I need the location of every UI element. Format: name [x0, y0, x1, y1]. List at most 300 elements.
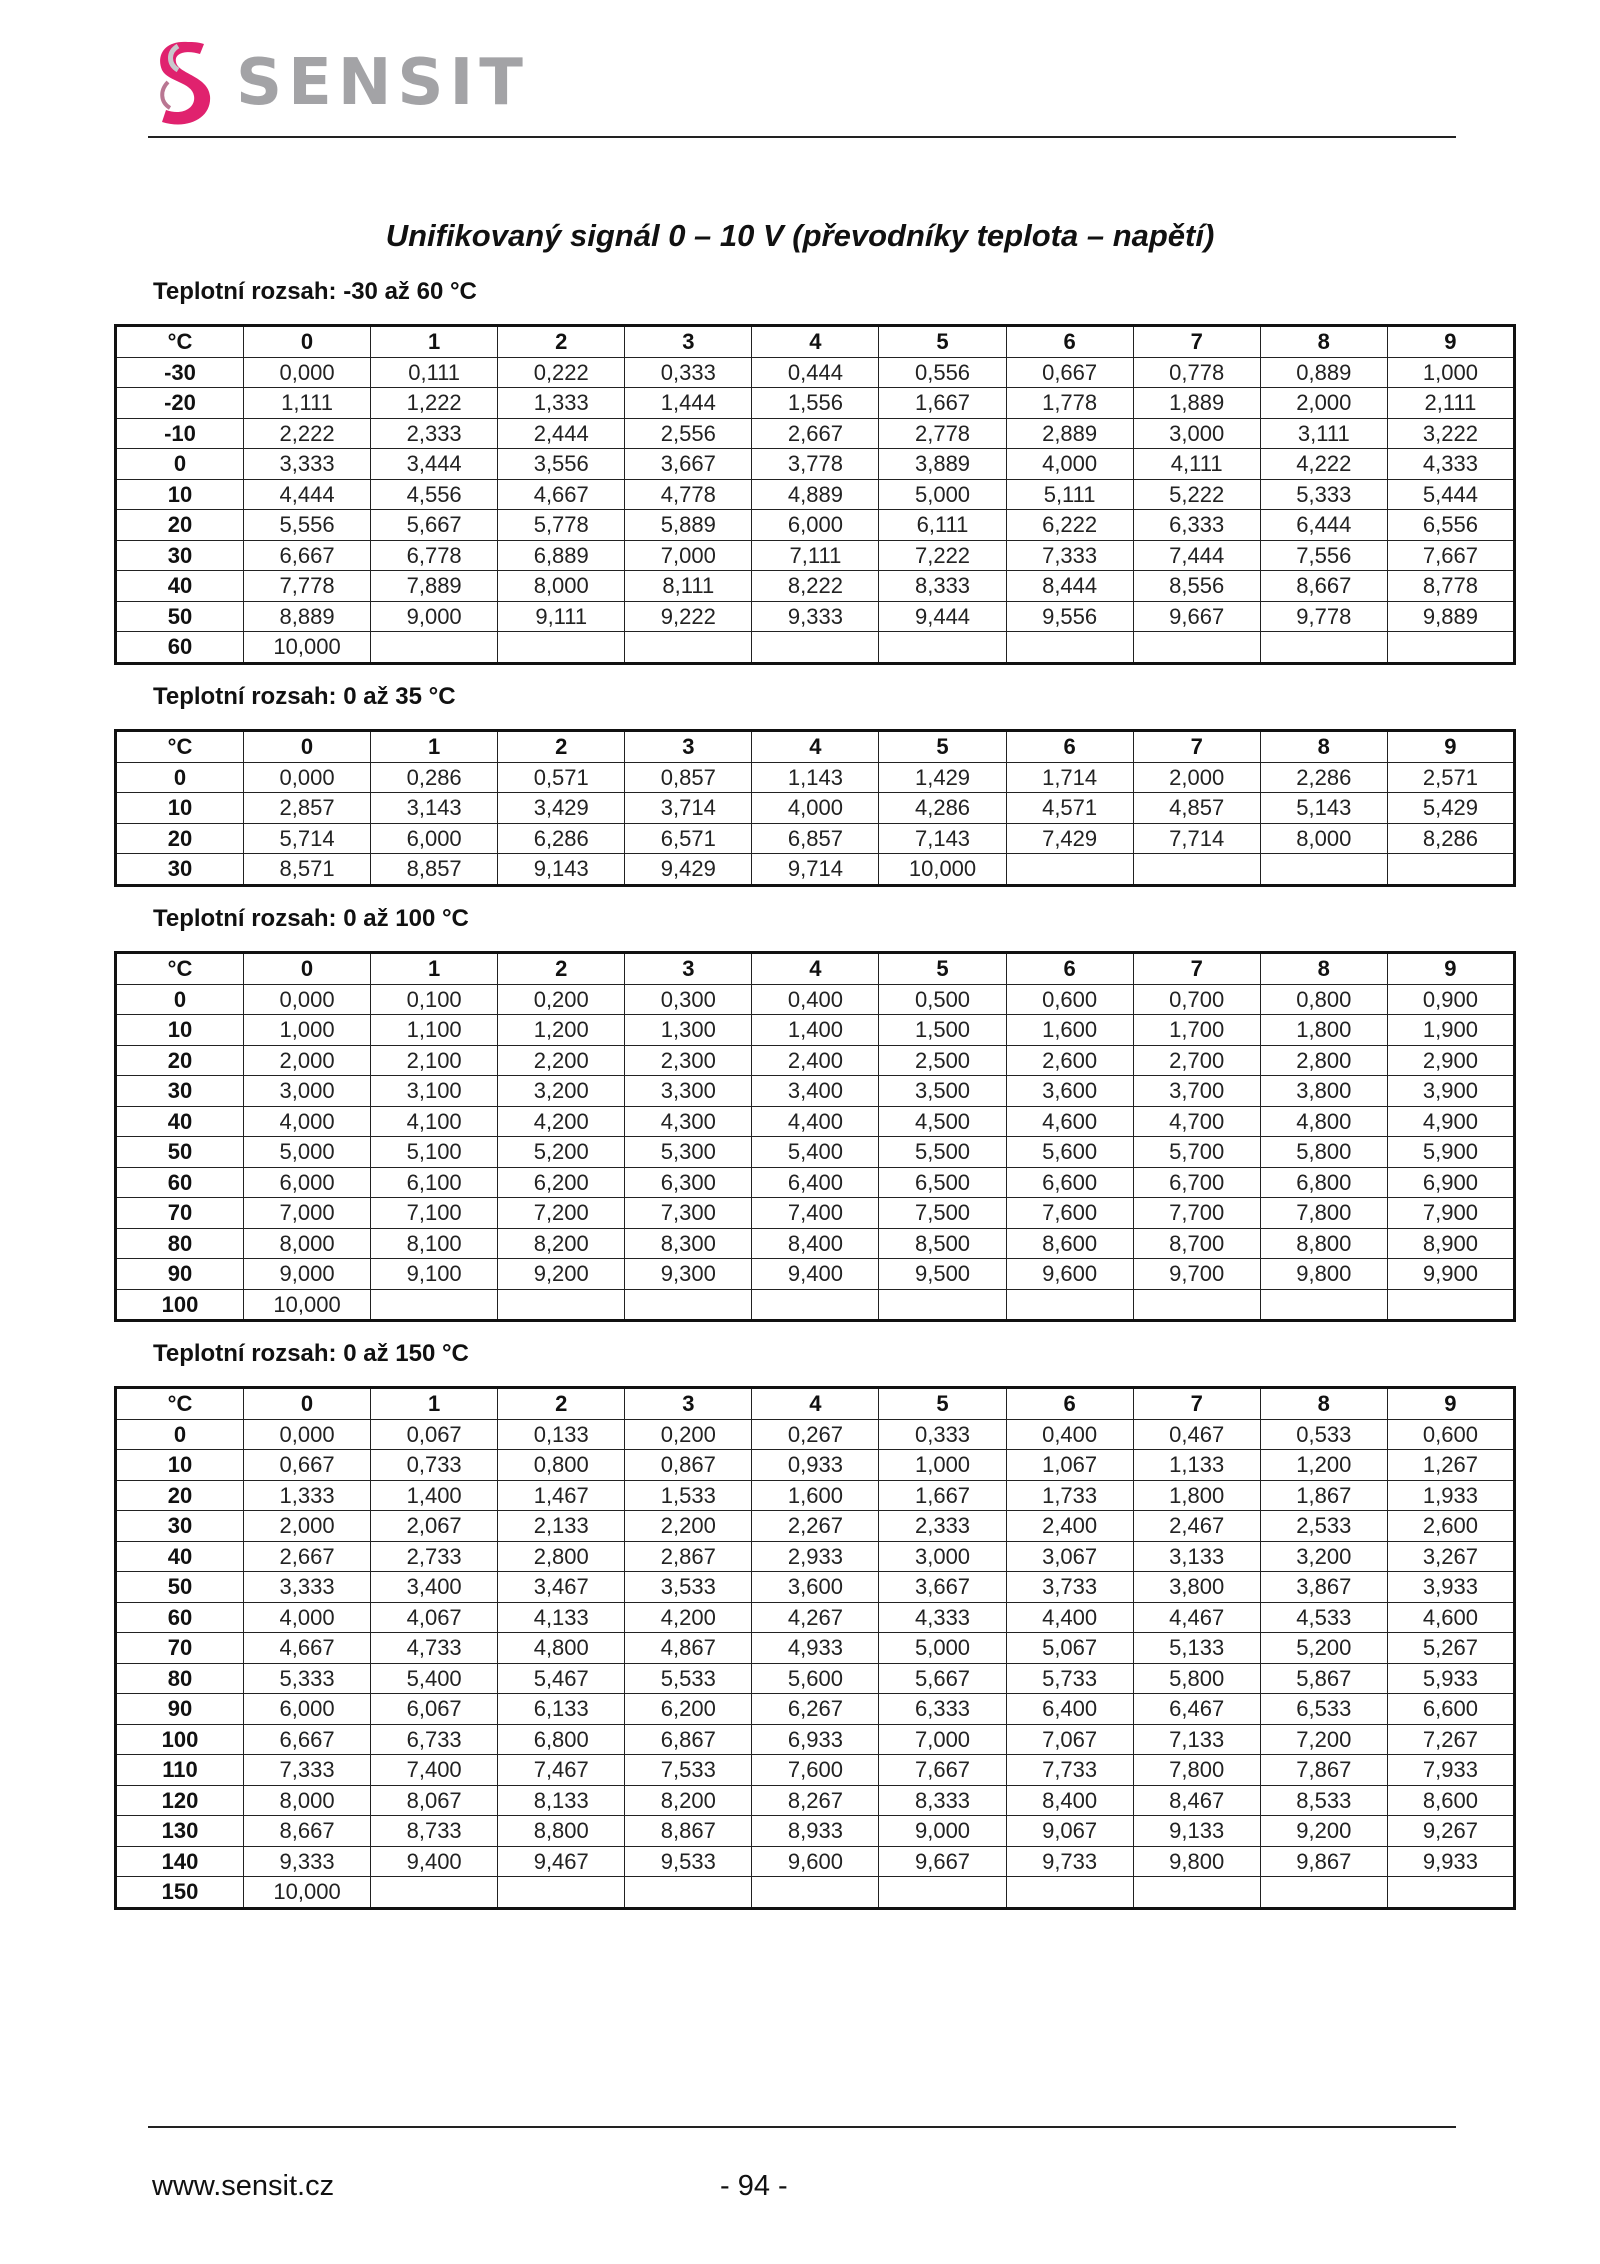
- table-cell-voltage: 9,111: [498, 601, 625, 632]
- row-header-temperature: 30: [116, 854, 244, 886]
- row-header-temperature: 30: [116, 1511, 244, 1542]
- table-row: [116, 571, 1515, 602]
- table-cell-voltage: 0,333: [625, 357, 752, 388]
- column-header: 0: [244, 1388, 371, 1420]
- table-row: [116, 1259, 1515, 1290]
- table-cell-voltage: 7,444: [1133, 540, 1260, 571]
- table-cell-voltage: 9,800: [1260, 1259, 1387, 1290]
- table-cell-voltage: 1,500: [879, 1015, 1006, 1046]
- table-header-row: [116, 953, 1515, 985]
- table-cell-voltage: 6,000: [752, 510, 879, 541]
- table-cell-voltage: 9,000: [879, 1816, 1006, 1847]
- table-cell-voltage: 4,667: [498, 479, 625, 510]
- logo-wordmark: SENSIT: [236, 46, 529, 120]
- table-cell-voltage: [879, 632, 1006, 664]
- table-cell-voltage: 3,700: [1133, 1076, 1260, 1107]
- table-cell-voltage: 10,000: [244, 1877, 371, 1909]
- table-cell-voltage: 9,444: [879, 601, 1006, 632]
- table-cell-voltage: [1006, 1877, 1133, 1909]
- table-cell-voltage: 4,800: [1260, 1106, 1387, 1137]
- row-header-temperature: 150: [116, 1877, 244, 1909]
- column-header: 5: [879, 953, 1006, 985]
- table-cell-voltage: 1,429: [879, 762, 1006, 793]
- table-cell-voltage: 6,067: [371, 1694, 498, 1725]
- column-header: 9: [1387, 953, 1514, 985]
- table-cell-voltage: 7,111: [752, 540, 879, 571]
- column-header: 6: [1006, 326, 1133, 358]
- table-cell-voltage: 5,143: [1260, 793, 1387, 824]
- table-cell-voltage: 4,444: [244, 479, 371, 510]
- table-cell-voltage: 9,600: [752, 1846, 879, 1877]
- table-cell-voltage: 9,200: [1260, 1816, 1387, 1847]
- table-cell-voltage: 1,133: [1133, 1450, 1260, 1481]
- table-cell-voltage: 1,067: [1006, 1450, 1133, 1481]
- table-cell-voltage: 2,667: [752, 418, 879, 449]
- table-row: [116, 357, 1515, 388]
- table-cell-voltage: 6,133: [498, 1694, 625, 1725]
- column-header: 1: [371, 953, 498, 985]
- table-cell-voltage: 5,429: [1387, 793, 1514, 824]
- sensit-logo-icon: [148, 38, 220, 128]
- table-cell-voltage: 8,800: [1260, 1228, 1387, 1259]
- row-header-temperature: 30: [116, 540, 244, 571]
- table-cell-voltage: 0,200: [625, 1419, 752, 1450]
- table-row: [116, 1450, 1515, 1481]
- table-cell-voltage: 7,867: [1260, 1755, 1387, 1786]
- table-cell-voltage: 0,111: [371, 357, 498, 388]
- table-cell-voltage: 1,600: [752, 1480, 879, 1511]
- table-cell-voltage: 7,300: [625, 1198, 752, 1229]
- table-cell-voltage: 6,600: [1006, 1167, 1133, 1198]
- table-cell-voltage: 0,889: [1260, 357, 1387, 388]
- row-header-temperature: -10: [116, 418, 244, 449]
- table-cell-voltage: 5,900: [1387, 1137, 1514, 1168]
- table-cell-voltage: 0,300: [625, 984, 752, 1015]
- table-cell-voltage: 8,222: [752, 571, 879, 602]
- table-cell-voltage: 2,700: [1133, 1045, 1260, 1076]
- table-cell-voltage: 3,200: [498, 1076, 625, 1107]
- row-header-temperature: 70: [116, 1633, 244, 1664]
- table-cell-voltage: 4,500: [879, 1106, 1006, 1137]
- table-cell-voltage: 1,700: [1133, 1015, 1260, 1046]
- table-cell-voltage: 2,222: [244, 418, 371, 449]
- table-cell-voltage: 4,333: [1387, 449, 1514, 480]
- table-row: [116, 1541, 1515, 1572]
- table-cell-voltage: 9,500: [879, 1259, 1006, 1290]
- row-header-temperature: 40: [116, 1541, 244, 1572]
- table-cell-voltage: [1260, 1877, 1387, 1909]
- table-cell-voltage: 6,867: [625, 1724, 752, 1755]
- table-cell-voltage: 5,933: [1387, 1663, 1514, 1694]
- conversion-table-3: [114, 951, 1516, 1322]
- table-cell-voltage: 4,000: [244, 1602, 371, 1633]
- table-cell-voltage: 1,400: [752, 1015, 879, 1046]
- table-cell-voltage: 3,867: [1260, 1572, 1387, 1603]
- table-cell-voltage: 7,267: [1387, 1724, 1514, 1755]
- table-cell-voltage: 3,267: [1387, 1541, 1514, 1572]
- table-cell-voltage: [1387, 632, 1514, 664]
- table-cell-voltage: [1133, 632, 1260, 664]
- table-cell-voltage: 2,867: [625, 1541, 752, 1572]
- table-cell-voltage: [1133, 1289, 1260, 1321]
- table-cell-voltage: 6,000: [244, 1694, 371, 1725]
- row-header-temperature: 10: [116, 793, 244, 824]
- table-cell-voltage: 1,667: [879, 388, 1006, 419]
- row-header-temperature: 10: [116, 1450, 244, 1481]
- table-row: [116, 1511, 1515, 1542]
- table-cell-voltage: 6,286: [498, 823, 625, 854]
- row-header-temperature: 100: [116, 1724, 244, 1755]
- row-header-temperature: 40: [116, 1106, 244, 1137]
- section-label-1: Teplotní rozsah: -30 až 60 °C: [153, 278, 477, 305]
- table-cell-voltage: [879, 1289, 1006, 1321]
- table-cell-voltage: 4,933: [752, 1633, 879, 1664]
- table-cell-voltage: 5,714: [244, 823, 371, 854]
- table-cell-voltage: [1260, 1289, 1387, 1321]
- conversion-table-1: [114, 324, 1516, 665]
- table-row: [116, 1198, 1515, 1229]
- table-cell-voltage: 2,800: [498, 1541, 625, 1572]
- table-row: [116, 1572, 1515, 1603]
- table-cell-voltage: 5,000: [244, 1137, 371, 1168]
- table-cell-voltage: [1006, 1289, 1133, 1321]
- table-cell-voltage: 9,333: [244, 1846, 371, 1877]
- table-cell-voltage: 8,200: [498, 1228, 625, 1259]
- table-cell-voltage: 4,000: [752, 793, 879, 824]
- table-cell-voltage: 6,667: [244, 1724, 371, 1755]
- table-cell-voltage: 8,000: [498, 571, 625, 602]
- table-cell-voltage: 3,133: [1133, 1541, 1260, 1572]
- column-header-unit: °C: [116, 1388, 244, 1420]
- table-cell-voltage: 4,700: [1133, 1106, 1260, 1137]
- row-header-temperature: 0: [116, 1419, 244, 1450]
- table-cell-voltage: 1,000: [1387, 357, 1514, 388]
- table-cell-voltage: 4,000: [1006, 449, 1133, 480]
- table-cell-voltage: 0,867: [625, 1450, 752, 1481]
- table-cell-voltage: 5,222: [1133, 479, 1260, 510]
- column-header: 6: [1006, 1388, 1133, 1420]
- table-cell-voltage: 3,556: [498, 449, 625, 480]
- table-cell-voltage: 6,467: [1133, 1694, 1260, 1725]
- table-cell-voltage: 2,778: [879, 418, 1006, 449]
- table-cell-voltage: [498, 632, 625, 664]
- table-header-row: [116, 731, 1515, 763]
- table-cell-voltage: 9,900: [1387, 1259, 1514, 1290]
- table-cell-voltage: [371, 1877, 498, 1909]
- table-cell-voltage: 1,714: [1006, 762, 1133, 793]
- table-cell-voltage: [1133, 1877, 1260, 1909]
- table-cell-voltage: 5,444: [1387, 479, 1514, 510]
- table-cell-voltage: 0,857: [625, 762, 752, 793]
- column-header: 9: [1387, 1388, 1514, 1420]
- table-cell-voltage: 4,556: [371, 479, 498, 510]
- table-cell-voltage: 2,000: [244, 1045, 371, 1076]
- table-cell-voltage: [625, 1289, 752, 1321]
- table-cell-voltage: 4,889: [752, 479, 879, 510]
- table-cell-voltage: 8,667: [1260, 571, 1387, 602]
- table-cell-voltage: 4,400: [1006, 1602, 1133, 1633]
- table-cell-voltage: 7,700: [1133, 1198, 1260, 1229]
- table-cell-voltage: 2,400: [1006, 1511, 1133, 1542]
- table-cell-voltage: 3,714: [625, 793, 752, 824]
- table-cell-voltage: 5,333: [244, 1663, 371, 1694]
- table-cell-voltage: 2,400: [752, 1045, 879, 1076]
- table-cell-voltage: 4,400: [752, 1106, 879, 1137]
- column-header: 6: [1006, 731, 1133, 763]
- row-header-temperature: 20: [116, 1045, 244, 1076]
- table-row: [116, 854, 1515, 886]
- table-cell-voltage: 0,400: [1006, 1419, 1133, 1450]
- table-cell-voltage: [1006, 632, 1133, 664]
- table-cell-voltage: 4,733: [371, 1633, 498, 1664]
- table-row: [116, 762, 1515, 793]
- row-header-temperature: 0: [116, 984, 244, 1015]
- table-cell-voltage: 5,867: [1260, 1663, 1387, 1694]
- table-cell-voltage: 6,778: [371, 540, 498, 571]
- table-cell-voltage: 3,400: [371, 1572, 498, 1603]
- table-cell-voltage: 8,444: [1006, 571, 1133, 602]
- table-cell-voltage: 7,467: [498, 1755, 625, 1786]
- table-cell-voltage: 6,300: [625, 1167, 752, 1198]
- table-cell-voltage: 1,800: [1133, 1480, 1260, 1511]
- table-cell-voltage: 9,300: [625, 1259, 752, 1290]
- column-header: 2: [498, 953, 625, 985]
- table-cell-voltage: 3,200: [1260, 1541, 1387, 1572]
- table-cell-voltage: 2,556: [625, 418, 752, 449]
- row-header-temperature: 50: [116, 1137, 244, 1168]
- table-cell-voltage: 5,200: [1260, 1633, 1387, 1664]
- table-cell-voltage: 9,667: [1133, 601, 1260, 632]
- table-row: [116, 1633, 1515, 1664]
- table-cell-voltage: 6,000: [244, 1167, 371, 1198]
- table-cell-voltage: 7,133: [1133, 1724, 1260, 1755]
- table-cell-voltage: 1,889: [1133, 388, 1260, 419]
- table-cell-voltage: 3,300: [625, 1076, 752, 1107]
- table-cell-voltage: 6,533: [1260, 1694, 1387, 1725]
- table-row: [116, 1480, 1515, 1511]
- table-cell-voltage: 5,667: [879, 1663, 1006, 1694]
- table-cell-voltage: 5,267: [1387, 1633, 1514, 1664]
- table-cell-voltage: 4,600: [1006, 1106, 1133, 1137]
- table-cell-voltage: 8,857: [371, 854, 498, 886]
- table-cell-voltage: 0,900: [1387, 984, 1514, 1015]
- column-header: 4: [752, 953, 879, 985]
- table-cell-voltage: 3,222: [1387, 418, 1514, 449]
- row-header-temperature: 40: [116, 571, 244, 602]
- table-cell-voltage: 2,667: [244, 1541, 371, 1572]
- table-cell-voltage: 5,200: [498, 1137, 625, 1168]
- row-header-temperature: -30: [116, 357, 244, 388]
- table-cell-voltage: 8,933: [752, 1816, 879, 1847]
- table-cell-voltage: 6,800: [498, 1724, 625, 1755]
- table-cell-voltage: 1,200: [498, 1015, 625, 1046]
- table-cell-voltage: 4,267: [752, 1602, 879, 1633]
- table-cell-voltage: 5,733: [1006, 1663, 1133, 1694]
- table-cell-voltage: [625, 632, 752, 664]
- table-row: [116, 510, 1515, 541]
- table-cell-voltage: 5,500: [879, 1137, 1006, 1168]
- table-cell-voltage: 2,111: [1387, 388, 1514, 419]
- table-row: [116, 1755, 1515, 1786]
- table-row: [116, 1167, 1515, 1198]
- table-cell-voltage: 8,500: [879, 1228, 1006, 1259]
- table-row: [116, 1289, 1515, 1321]
- table-cell-voltage: 6,222: [1006, 510, 1133, 541]
- table-cell-voltage: 6,400: [1006, 1694, 1133, 1725]
- table-cell-voltage: [1260, 632, 1387, 664]
- row-header-temperature: 10: [116, 1015, 244, 1046]
- table-cell-voltage: 2,333: [879, 1511, 1006, 1542]
- table-cell-voltage: 7,400: [371, 1755, 498, 1786]
- table-cell-voltage: 2,067: [371, 1511, 498, 1542]
- table-cell-voltage: 1,800: [1260, 1015, 1387, 1046]
- table-cell-voltage: 5,400: [371, 1663, 498, 1694]
- table-cell-voltage: 2,600: [1006, 1045, 1133, 1076]
- table-cell-voltage: 0,000: [244, 1419, 371, 1450]
- table-cell-voltage: 8,067: [371, 1785, 498, 1816]
- table-row: [116, 418, 1515, 449]
- footer-url: www.sensit.cz: [152, 2170, 335, 2202]
- table-cell-voltage: 0,933: [752, 1450, 879, 1481]
- table-cell-voltage: 5,333: [1260, 479, 1387, 510]
- table-cell-voltage: 7,000: [244, 1198, 371, 1229]
- table-cell-voltage: 3,100: [371, 1076, 498, 1107]
- table-cell-voltage: 2,900: [1387, 1045, 1514, 1076]
- conversion-table-4: [114, 1386, 1516, 1910]
- column-header-unit: °C: [116, 326, 244, 358]
- table-cell-voltage: 7,900: [1387, 1198, 1514, 1229]
- table-cell-voltage: 1,900: [1387, 1015, 1514, 1046]
- column-header: 7: [1133, 326, 1260, 358]
- table-cell-voltage: 0,800: [1260, 984, 1387, 1015]
- table-cell-voltage: 6,600: [1387, 1694, 1514, 1725]
- table-cell-voltage: 1,200: [1260, 1450, 1387, 1481]
- table-cell-voltage: 1,000: [879, 1450, 1006, 1481]
- row-header-temperature: 0: [116, 449, 244, 480]
- table-cell-voltage: 9,533: [625, 1846, 752, 1877]
- table-cell-voltage: 6,200: [498, 1167, 625, 1198]
- table-cell-voltage: 4,800: [498, 1633, 625, 1664]
- table-cell-voltage: 1,333: [498, 388, 625, 419]
- table-cell-voltage: 7,889: [371, 571, 498, 602]
- table-cell-voltage: 1,111: [244, 388, 371, 419]
- table-cell-voltage: 8,400: [1006, 1785, 1133, 1816]
- column-header: 1: [371, 731, 498, 763]
- table-cell-voltage: 9,556: [1006, 601, 1133, 632]
- table-cell-voltage: 4,667: [244, 1633, 371, 1664]
- table-cell-voltage: 2,571: [1387, 762, 1514, 793]
- table-cell-voltage: 0,600: [1387, 1419, 1514, 1450]
- row-header-temperature: 140: [116, 1846, 244, 1877]
- header-rule: [148, 136, 1456, 138]
- table-row: [116, 1694, 1515, 1725]
- table-cell-voltage: 5,700: [1133, 1137, 1260, 1168]
- table-cell-voltage: 6,857: [752, 823, 879, 854]
- table-cell-voltage: 5,600: [752, 1663, 879, 1694]
- table-cell-voltage: 9,222: [625, 601, 752, 632]
- column-header: 3: [625, 1388, 752, 1420]
- table-cell-voltage: 6,200: [625, 1694, 752, 1725]
- column-header: 3: [625, 953, 752, 985]
- column-header: 8: [1260, 326, 1387, 358]
- row-header-temperature: 110: [116, 1755, 244, 1786]
- table-row: [116, 823, 1515, 854]
- table-cell-voltage: 3,000: [244, 1076, 371, 1107]
- table-cell-voltage: 8,000: [244, 1228, 371, 1259]
- table-cell-voltage: 3,333: [244, 449, 371, 480]
- table-cell-voltage: 8,286: [1387, 823, 1514, 854]
- row-header-temperature: 20: [116, 823, 244, 854]
- table-cell-voltage: 9,778: [1260, 601, 1387, 632]
- table-cell-voltage: 9,333: [752, 601, 879, 632]
- table-cell-voltage: 0,286: [371, 762, 498, 793]
- table-cell-voltage: 3,467: [498, 1572, 625, 1603]
- table-cell-voltage: 8,000: [1260, 823, 1387, 854]
- table-cell-voltage: 7,000: [879, 1724, 1006, 1755]
- row-header-temperature: 20: [116, 1480, 244, 1511]
- table-cell-voltage: 7,429: [1006, 823, 1133, 854]
- table-cell-voltage: 5,300: [625, 1137, 752, 1168]
- column-header: 3: [625, 731, 752, 763]
- table-cell-voltage: 0,778: [1133, 357, 1260, 388]
- table-row: [116, 601, 1515, 632]
- table-cell-voltage: 2,467: [1133, 1511, 1260, 1542]
- table-cell-voltage: 3,111: [1260, 418, 1387, 449]
- table-cell-voltage: 1,600: [1006, 1015, 1133, 1046]
- table-cell-voltage: 0,556: [879, 357, 1006, 388]
- table-cell-voltage: 4,900: [1387, 1106, 1514, 1137]
- row-header-temperature: 30: [116, 1076, 244, 1107]
- table-cell-voltage: 9,133: [1133, 1816, 1260, 1847]
- table-cell-voltage: 8,533: [1260, 1785, 1387, 1816]
- table-cell-voltage: 3,500: [879, 1076, 1006, 1107]
- table-cell-voltage: 2,800: [1260, 1045, 1387, 1076]
- table-cell-voltage: 0,467: [1133, 1419, 1260, 1450]
- table-cell-voltage: 7,200: [498, 1198, 625, 1229]
- table-cell-voltage: 3,600: [752, 1572, 879, 1603]
- table-cell-voltage: 2,333: [371, 418, 498, 449]
- table-cell-voltage: 9,429: [625, 854, 752, 886]
- column-header: 1: [371, 1388, 498, 1420]
- table-row: [116, 1228, 1515, 1259]
- row-header-temperature: 90: [116, 1694, 244, 1725]
- table-cell-voltage: 3,600: [1006, 1076, 1133, 1107]
- table-row: [116, 1663, 1515, 1694]
- table-row: [116, 1419, 1515, 1450]
- footer-rule: [148, 2126, 1456, 2128]
- table-cell-voltage: 3,333: [244, 1572, 371, 1603]
- table-cell-voltage: 9,600: [1006, 1259, 1133, 1290]
- page-header: [148, 38, 1456, 138]
- table-cell-voltage: 4,200: [498, 1106, 625, 1137]
- column-header: 9: [1387, 326, 1514, 358]
- table-cell-voltage: 8,900: [1387, 1228, 1514, 1259]
- table-row: [116, 984, 1515, 1015]
- table-cell-voltage: 0,100: [371, 984, 498, 1015]
- table-cell-voltage: 4,000: [244, 1106, 371, 1137]
- table-cell-voltage: 0,200: [498, 984, 625, 1015]
- table-cell-voltage: [1387, 1877, 1514, 1909]
- column-header-unit: °C: [116, 953, 244, 985]
- table-cell-voltage: [371, 1289, 498, 1321]
- column-header: 0: [244, 953, 371, 985]
- sensit-logo: [148, 38, 529, 128]
- row-header-temperature: -20: [116, 388, 244, 419]
- table-cell-voltage: 1,400: [371, 1480, 498, 1511]
- table-cell-voltage: 6,500: [879, 1167, 1006, 1198]
- table-cell-voltage: 9,000: [371, 601, 498, 632]
- table-cell-voltage: 4,857: [1133, 793, 1260, 824]
